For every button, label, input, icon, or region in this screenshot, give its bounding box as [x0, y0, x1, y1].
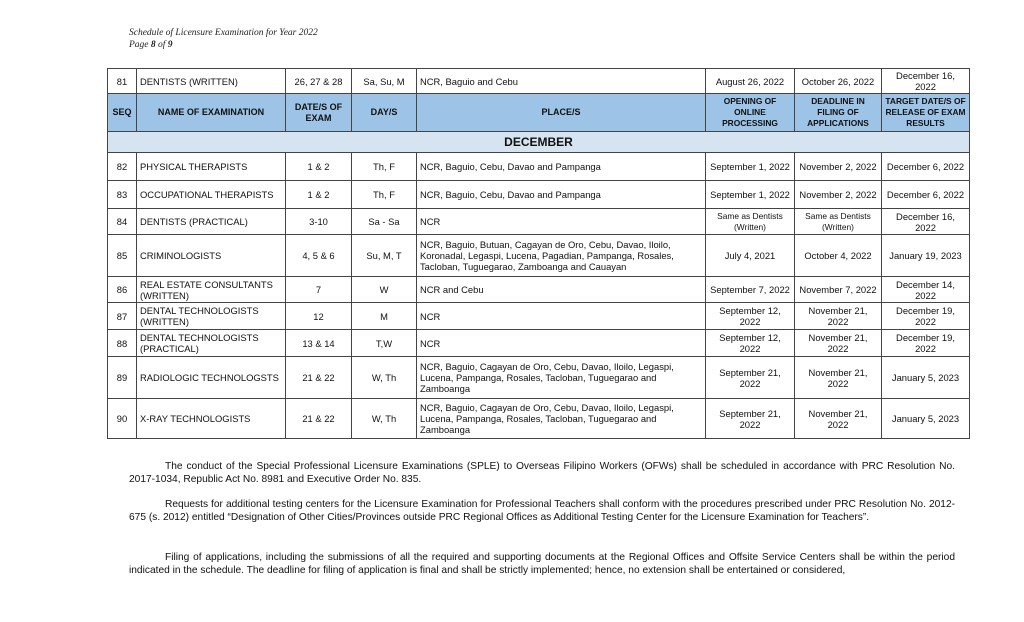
- dates-cell: 13 & 14: [286, 330, 352, 357]
- days-cell: Su, M, T: [352, 235, 417, 277]
- paragraph-testing-centers: Requests for additional testing centers for the Licensure Examination for Professional Teachers shall conform with the procedures prescribed under PRC Resolution No. 2012-675 (s. 2012) entitled “Designation of Other Cities/Provinces outside PRC Regional Offices as Additional Testing Center for the Licensure Examination for Teachers”.: [129, 499, 955, 523]
- page-total: 9: [167, 40, 173, 50]
- dates-cell: 3-10: [286, 209, 352, 235]
- deadline-cell: October 26, 2022: [795, 69, 882, 94]
- opening-cell: September 7, 2022: [706, 277, 795, 303]
- opening-cell: September 1, 2022: [706, 181, 795, 209]
- days-cell: Sa - Sa: [352, 209, 417, 235]
- release-cell: January 19, 2023: [882, 235, 970, 277]
- days-cell: Sa, Su, M: [352, 69, 417, 94]
- seq-cell: 86: [108, 277, 137, 303]
- table-row: [108, 357, 970, 399]
- places-cell: NCR: [417, 330, 706, 357]
- exam-schedule-table: [107, 68, 970, 439]
- places-cell: NCR and Cebu: [417, 277, 706, 303]
- table-row: [108, 330, 970, 357]
- table-row: [108, 399, 970, 439]
- deadline-cell: Same as Dentists (Written): [795, 209, 882, 235]
- days-cell: W: [352, 277, 417, 303]
- deadline-cell: November 21, 2022: [795, 330, 882, 357]
- opening-cell: July 4, 2021: [706, 235, 795, 277]
- exam-name-cell: OCCUPATIONAL THERAPISTS: [137, 181, 286, 209]
- deadline-cell: November 21, 2022: [795, 303, 882, 330]
- column-header-opening: OPENING OF ONLINE PROCESSING: [706, 94, 795, 132]
- places-cell: NCR: [417, 209, 706, 235]
- deadline-cell: November 7, 2022: [795, 277, 882, 303]
- places-cell: NCR, Baguio, Butuan, Cagayan de Oro, Cebu, Davao, Iloilo, Koronadal, Legaspi, Lucena, Pagadian, Pampanga, Rosales, Tacloban, Tuguegarao, Zamboanga and Cauayan: [417, 235, 706, 277]
- table-row: [108, 303, 970, 330]
- release-cell: December 19, 2022: [882, 330, 970, 357]
- seq-cell: 90: [108, 399, 137, 439]
- table-row: [108, 69, 970, 94]
- table-row: [108, 209, 970, 235]
- deadline-cell: November 21, 2022: [795, 399, 882, 439]
- dates-cell: 21 & 22: [286, 399, 352, 439]
- deadline-cell: October 4, 2022: [795, 235, 882, 277]
- seq-cell: 83: [108, 181, 137, 209]
- days-cell: M: [352, 303, 417, 330]
- days-cell: W, Th: [352, 357, 417, 399]
- table-row: [108, 153, 970, 181]
- release-cell: January 5, 2023: [882, 399, 970, 439]
- table-row: [108, 235, 970, 277]
- release-cell: December 6, 2022: [882, 153, 970, 181]
- table-row: [108, 181, 970, 209]
- dates-cell: 12: [286, 303, 352, 330]
- exam-name-cell: RADIOLOGIC TECHNOLOGSTS: [137, 357, 286, 399]
- dates-cell: 4, 5 & 6: [286, 235, 352, 277]
- column-header-release: TARGET DATE/S OF RELEASE OF EXAM RESULTS: [882, 94, 970, 132]
- deadline-cell: November 2, 2022: [795, 181, 882, 209]
- table-header-row: [108, 94, 970, 132]
- days-cell: T,W: [352, 330, 417, 357]
- opening-cell: September 21, 2022: [706, 357, 795, 399]
- exam-name-cell: PHYSICAL THERAPISTS: [137, 153, 286, 181]
- schedule-rows: [108, 153, 970, 439]
- opening-cell: September 12, 2022: [706, 330, 795, 357]
- exam-name-cell: X-RAY TECHNOLOGISTS: [137, 399, 286, 439]
- deadline-cell: November 21, 2022: [795, 357, 882, 399]
- opening-cell: Same as Dentists (Written): [706, 209, 795, 235]
- seq-cell: 88: [108, 330, 137, 357]
- places-cell: NCR, Baguio, Cebu, Davao and Pampanga: [417, 181, 706, 209]
- exam-name-cell: DENTISTS (WRITTEN): [137, 69, 286, 94]
- places-cell: NCR, Baguio, Cagayan de Oro, Cebu, Davao, Iloilo, Legaspi, Lucena, Pampanga, Rosales, Tacloban, Tuguegarao and Zamboanga: [417, 399, 706, 439]
- dates-cell: 1 & 2: [286, 181, 352, 209]
- places-cell: NCR: [417, 303, 706, 330]
- opening-cell: September 21, 2022: [706, 399, 795, 439]
- paragraph-filing: Filing of applications, including the submissions of all the required and supporting documents at the Regional Offices and Offsite Service Centers shall be within the period indicated in the schedule. The deadline for filing of application is final and shall be strictly implemented; hence, no extension shall be entertained or considered,: [129, 552, 955, 576]
- month-label: DECEMBER: [108, 132, 970, 153]
- page-current: 8: [150, 40, 156, 50]
- release-cell: December 14, 2022: [882, 277, 970, 303]
- places-cell: NCR, Baguio and Cebu: [417, 69, 706, 94]
- exam-name-cell: CRIMINOLOGISTS: [137, 235, 286, 277]
- dates-cell: 1 & 2: [286, 153, 352, 181]
- dates-cell: 21 & 22: [286, 357, 352, 399]
- exam-name-cell: REAL ESTATE CONSULTANTS (WRITTEN): [137, 277, 286, 303]
- release-cell: December 16, 2022: [882, 69, 970, 94]
- seq-cell: 85: [108, 235, 137, 277]
- seq-cell: 89: [108, 357, 137, 399]
- release-cell: December 6, 2022: [882, 181, 970, 209]
- column-header-places: PLACE/S: [417, 94, 706, 132]
- dates-cell: 7: [286, 277, 352, 303]
- dates-cell: 26, 27 & 28: [286, 69, 352, 94]
- opening-cell: September 12, 2022: [706, 303, 795, 330]
- release-cell: December 16, 2022: [882, 209, 970, 235]
- seq-cell: 81: [108, 69, 137, 94]
- exam-name-cell: DENTISTS (PRACTICAL): [137, 209, 286, 235]
- page-indicator: Page 8 of 9: [129, 40, 173, 50]
- seq-cell: 87: [108, 303, 137, 330]
- seq-cell: 84: [108, 209, 137, 235]
- days-cell: Th, F: [352, 181, 417, 209]
- table-row: [108, 277, 970, 303]
- exam-name-cell: DENTAL TECHNOLOGISTS (PRACTICAL): [137, 330, 286, 357]
- days-cell: Th, F: [352, 153, 417, 181]
- column-header-dates: DATE/S OF EXAM: [286, 94, 352, 132]
- exam-name-cell: DENTAL TECHNOLOGISTS (WRITTEN): [137, 303, 286, 330]
- column-header-seq: SEQ: [108, 94, 137, 132]
- release-cell: January 5, 2023: [882, 357, 970, 399]
- places-cell: NCR, Baguio, Cagayan de Oro, Cebu, Davao, Iloilo, Legaspi, Lucena, Pampanga, Rosales, Tacloban, Tuguegarao and Zamboanga: [417, 357, 706, 399]
- days-cell: W, Th: [352, 399, 417, 439]
- opening-cell: August 26, 2022: [706, 69, 795, 94]
- release-cell: December 19, 2022: [882, 303, 970, 330]
- page-header: [129, 27, 318, 51]
- column-header-deadline: DEADLINE IN FILING OF APPLICATIONS: [795, 94, 882, 132]
- seq-cell: 82: [108, 153, 137, 181]
- deadline-cell: November 2, 2022: [795, 153, 882, 181]
- document-title: Schedule of Licensure Examination for Year 2022: [129, 28, 318, 38]
- paragraph-sple: The conduct of the Special Professional Licensure Examinations (SPLE) to Overseas Filipino Workers (OFWs) shall be scheduled in accordance with PRC Resolution No. 2017-1034, Republic Act No. 8981 and Executive Order No. 835.: [129, 461, 955, 485]
- column-header-days: DAY/S: [352, 94, 417, 132]
- month-row: [108, 132, 970, 153]
- places-cell: NCR, Baguio, Cebu, Davao and Pampanga: [417, 153, 706, 181]
- opening-cell: September 1, 2022: [706, 153, 795, 181]
- column-header-name: NAME OF EXAMINATION: [137, 94, 286, 132]
